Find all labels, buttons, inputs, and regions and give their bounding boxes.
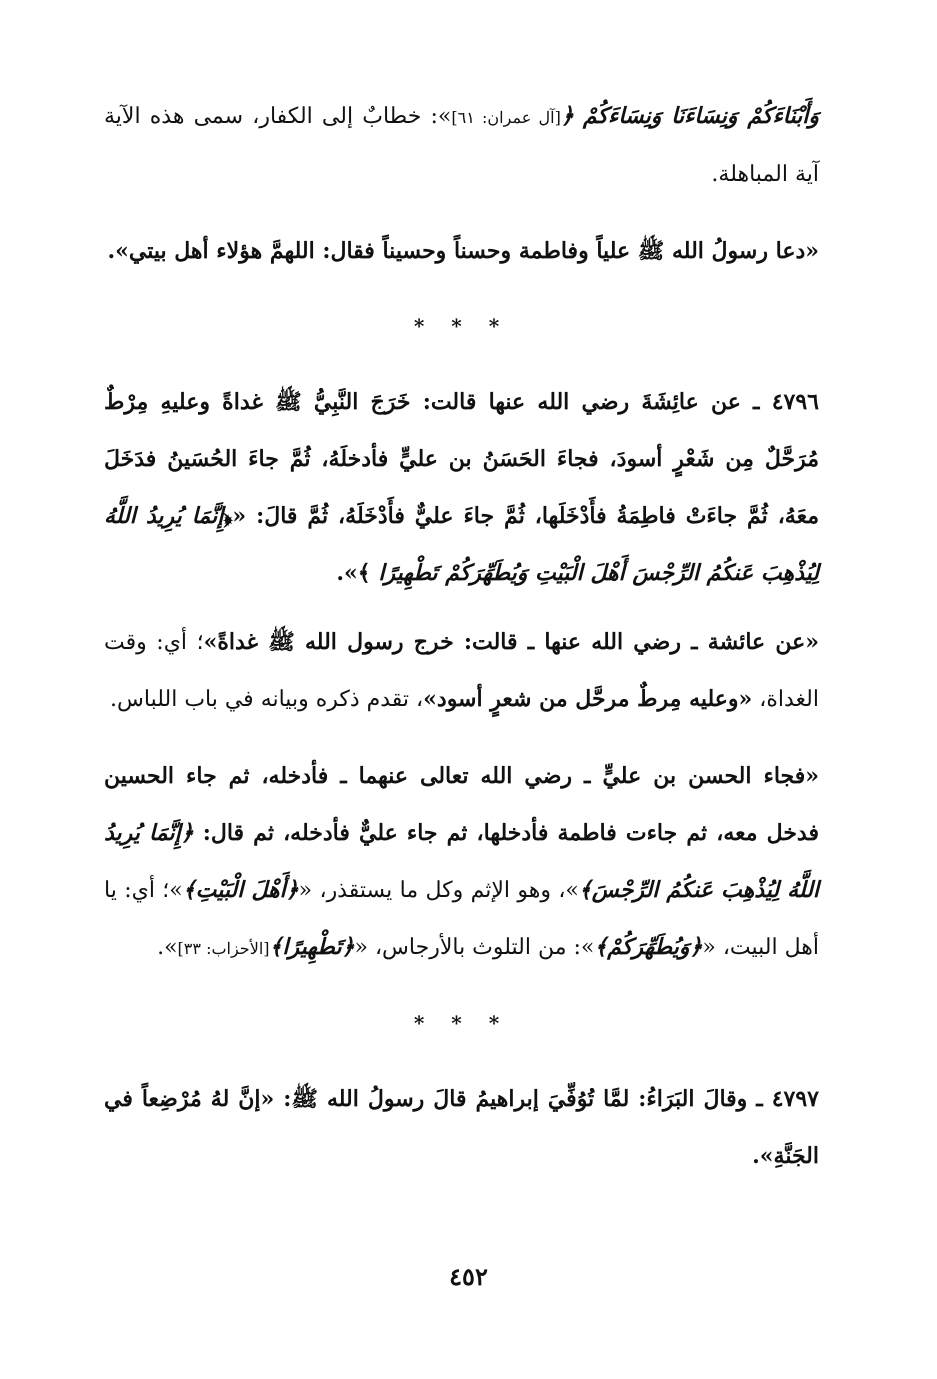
hadith-quote: «وعليه مِرطٌ مرحَّل من شعرٍ أسود»	[423, 686, 753, 712]
commentary-paragraph-1	[104, 614, 819, 728]
hadith-quote: «فجاء الحسن بن عليٍّ ـ رضي الله تعالى عنهما ـ فأدخله، ثم جاء الحسين فدخل معه، ثم جاءت فاطمة فأدخلها، ثم جاء عليٌّ فأدخله، ثم قال:	[104, 763, 819, 846]
hadith-text: ٤٧٩٦ ـ عن عائِشَةَ رضي الله عنها قالت: خَرَجَ النَّبِيُّ ﷺ غداةً وعليهِ مِرْطٌ مُرَحَّلٌ مِن شَعْرٍ أسودَ، فجاءَ الحَسَنُ بن عليٍّ فأدخلَهُ، ثُمَّ جاءَ الحُسَينُ فدَخَلَ معَهُ، ثُمَّ جاءَتْ فاطِمَةُ فأَدْخَلَها، ثُمَّ جاءَ عليٌّ فأَدْخَلَهُ، ثُمَّ قالَ: «﴿	[104, 389, 819, 529]
intro-paragraph	[104, 88, 819, 203]
hadith-quote: «عن عائشة ـ رضي الله عنها ـ قالت: خرج رسول الله ﷺ غداةً»	[203, 629, 820, 655]
commentary-text: »؛ أي: يا أهل البيت، «	[104, 878, 819, 960]
hadith-4796	[104, 374, 819, 602]
commentary-text: »، وهو الإثم وكل ما يستقذر، «	[298, 878, 579, 903]
quran-verse: ﴿أَهْلَ الْبَيْتِ﴾	[182, 877, 299, 903]
hadith-quote: «دعا رسولُ الله ﷺ علياً وفاطمة وحسناً وحسيناً فقال: اللهمَّ هؤلاء أهل بيتي».	[107, 238, 819, 264]
commentary-text: ؛ أي: وقت الغداة،	[104, 630, 819, 712]
hadith-text: ٤٧٩٧ ـ وقالَ البَرَاءُ: لمَّا تُوُفِّيَ إبراهيمُ قالَ رسولُ الله ﷺ: «إنَّ لهُ مُرْضِعاً في الجَنَّةِ».	[104, 1086, 819, 1169]
verse-reference: [آل عمران: ٦١]	[451, 108, 561, 127]
hadith-text-end: ﴾».	[336, 560, 379, 586]
quran-verse: ﴿إِنَّمَا يُرِيدُ اللَّهُ لِيُذْهِبَ عَنكُمُ الرِّجْسَ﴾	[104, 820, 820, 903]
commentary-text: »: من التلوث بالأرجاس، «	[354, 935, 595, 960]
quran-verse: إِنَّمَا يُرِيدُ اللَّهُ لِيُذْهِبَ عَنكُمُ الرِّجْسَ أَهْلَ الْبَيْتِ وَيُطَهِّرَكُمْ تَطْهِيرًا	[104, 503, 819, 586]
quran-verse: وَأَبْنَاءَكُمْ وَنِسَاءَنَا وَنِسَاءَكُمْ	[582, 103, 819, 129]
quran-bracket: ﴿	[560, 103, 574, 129]
hadith-4797	[104, 1071, 819, 1185]
page-number: ٤٥٢	[449, 1262, 488, 1291]
commentary-paragraph-2	[104, 748, 819, 977]
section-separator: * * *	[413, 1011, 510, 1035]
commentary-text: ، تقدم ذكره وبيانه في باب اللباس.	[110, 687, 424, 712]
page-body	[104, 88, 819, 1185]
quran-verse: ﴿تَطْهِيرًا﴾	[269, 934, 355, 960]
section-separator: * * *	[413, 314, 510, 338]
quran-verse: ﴿وَيُطَهِّرَكُمْ﴾	[594, 934, 703, 960]
verse-reference: [الأحزاب: ٣٣]	[177, 939, 270, 958]
commentary-text: »: خطابٌ إلى الكفار، سمى هذه الآية آية المباهلة.	[104, 104, 819, 187]
dua-paragraph	[104, 223, 819, 280]
commentary-text: ».	[157, 935, 178, 960]
